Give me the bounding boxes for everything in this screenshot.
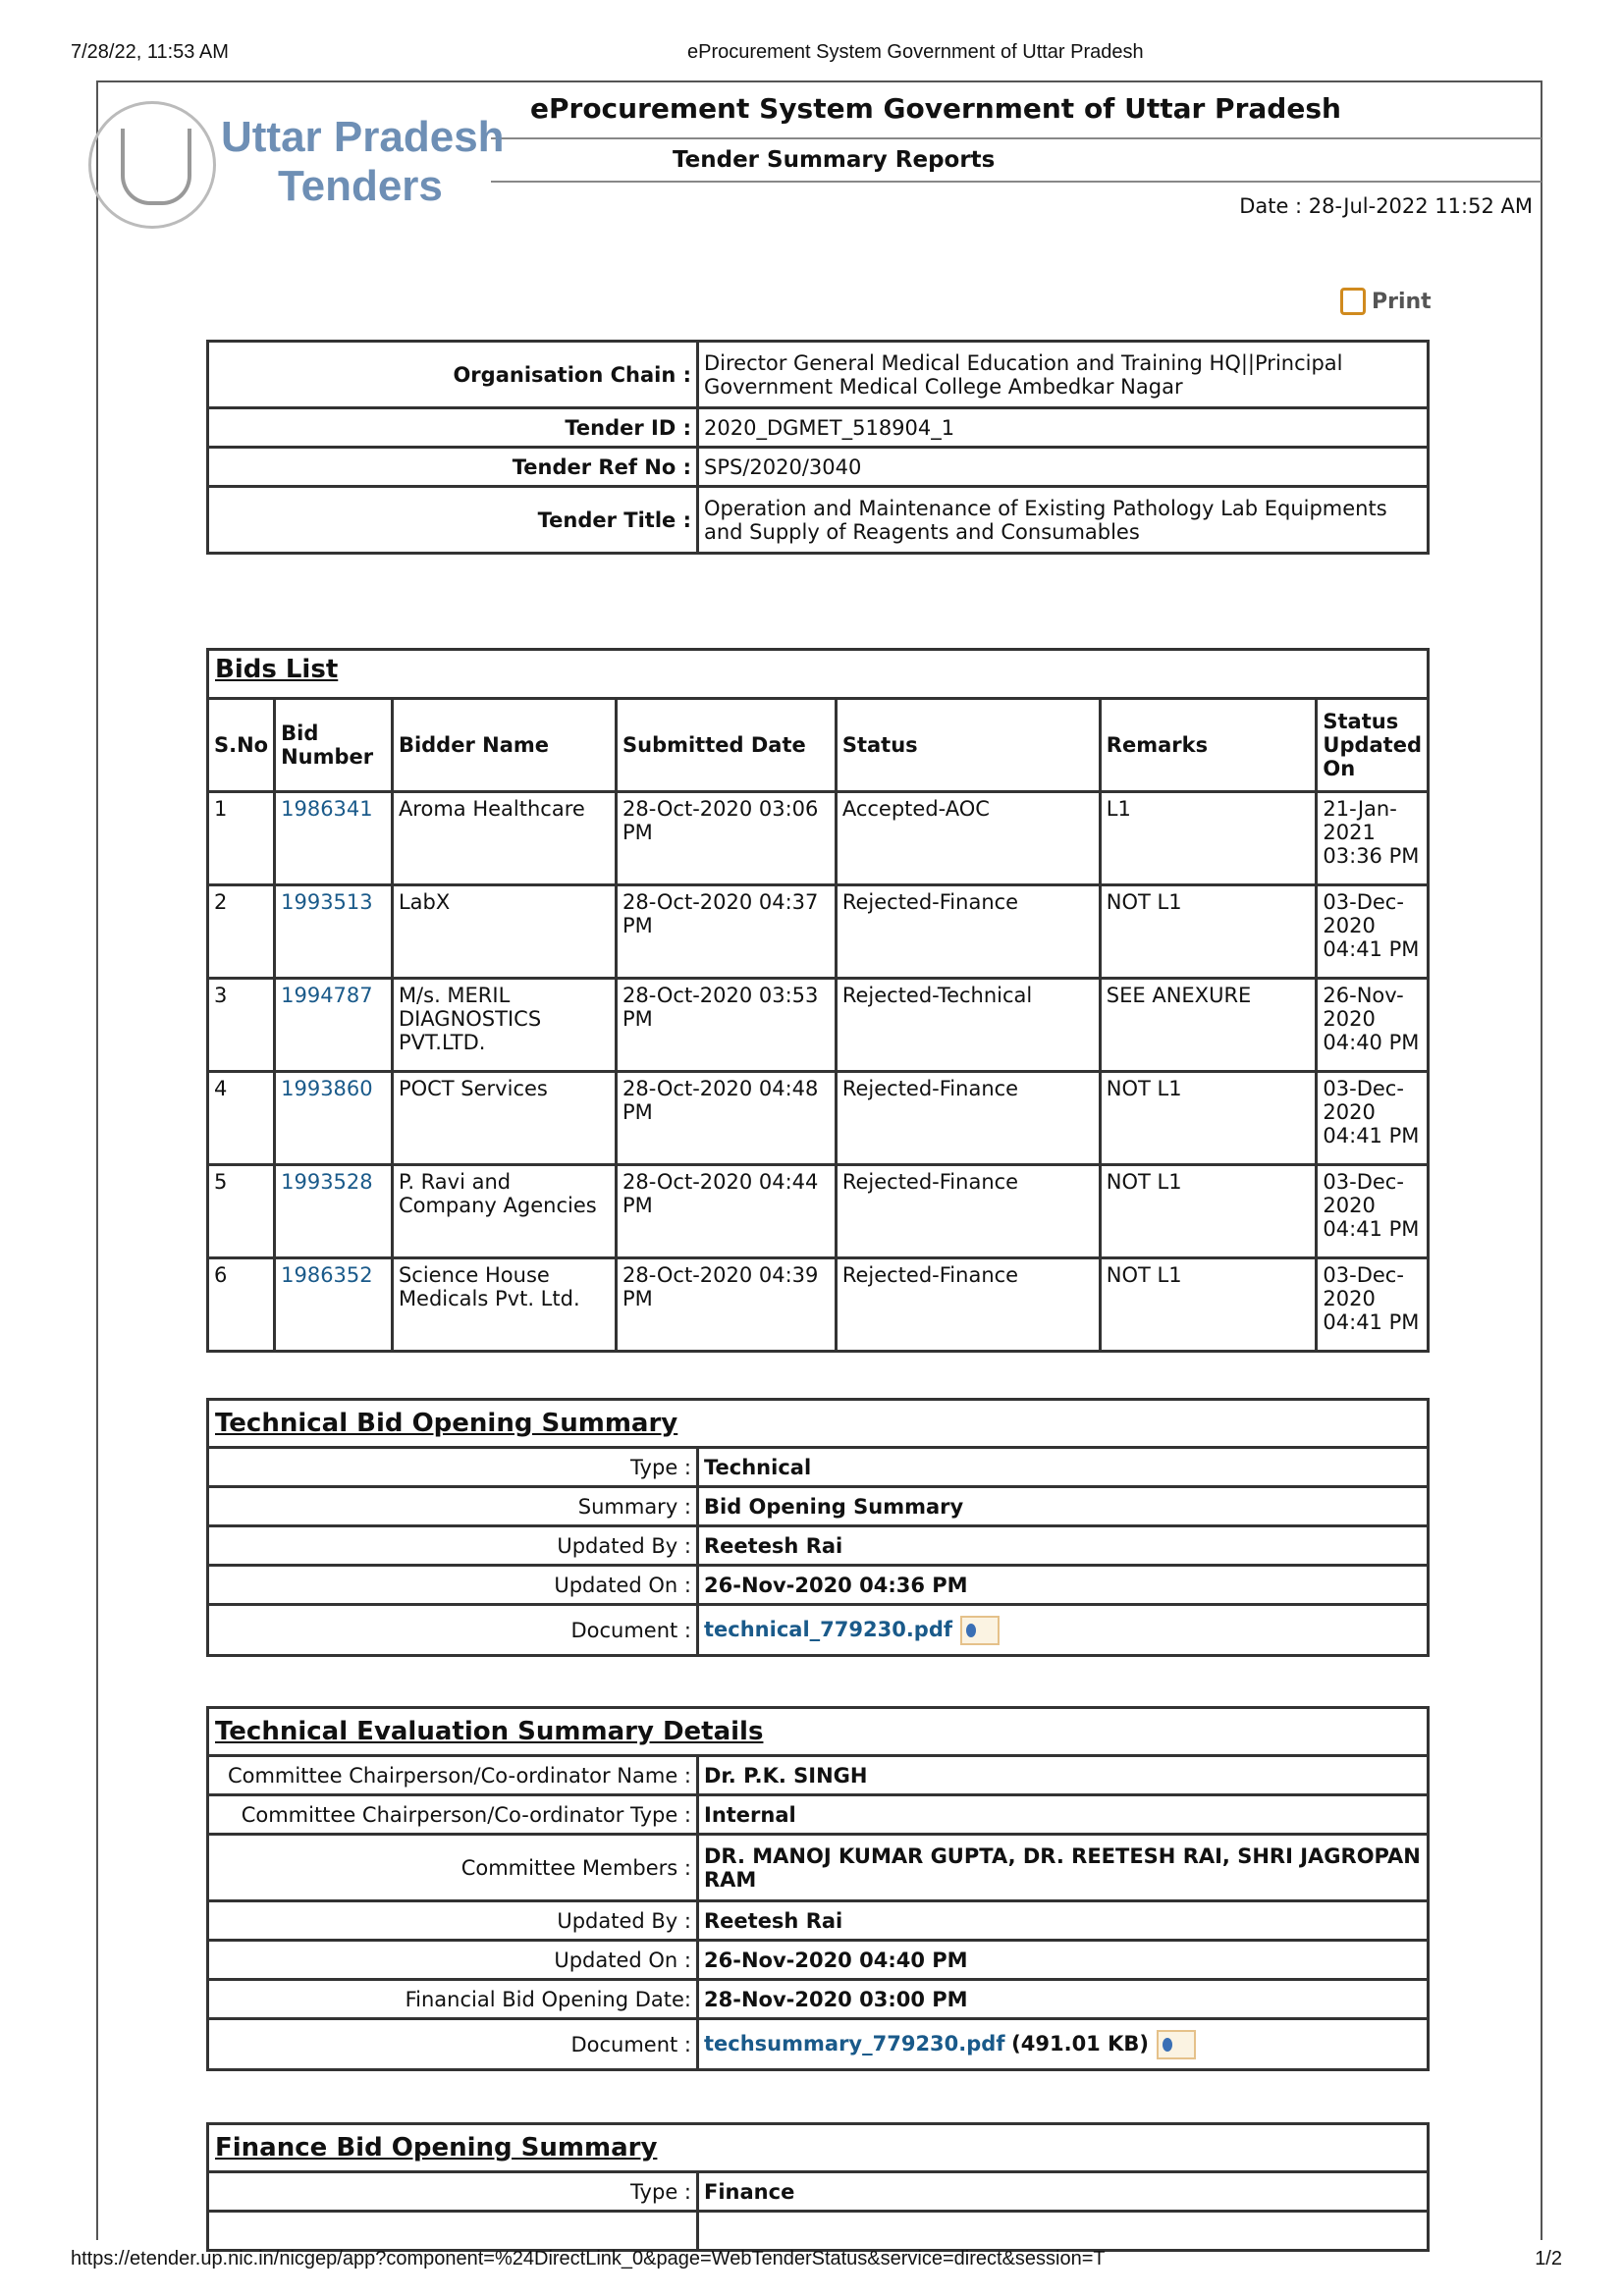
value: Reetesh Rai (698, 1526, 1429, 1566)
bid-number-link[interactable]: 1993528 (281, 1170, 373, 1194)
tender-ref-no: SPS/2020/3040 (698, 448, 1429, 487)
divider (491, 181, 1542, 183)
cell-4: Accepted-AOC (836, 792, 1100, 885)
label: Updated By : (208, 1901, 698, 1941)
column-header: Status (836, 699, 1100, 792)
column-header: S.No (208, 699, 275, 792)
cell-0: 4 (208, 1072, 275, 1165)
label: Tender ID : (208, 408, 698, 448)
logo-text: Uttar Pradesh Tenders (221, 113, 505, 210)
value: 26-Nov-2020 04:36 PM (698, 1566, 1429, 1605)
label: Updated By : (208, 1526, 698, 1566)
label: Tender Ref No : (208, 448, 698, 487)
table-row (208, 1072, 1429, 1165)
cell-1 (275, 979, 393, 1072)
up-emblem-logo (88, 101, 216, 229)
cell-2: POCT Services (392, 1072, 616, 1165)
bids-list-table (206, 648, 1430, 1353)
printer-icon (1340, 288, 1366, 315)
print-url: https://etender.up.nic.in/nicgep/app?component=%24DirectLink_0&page=WebTenderStatus&service=direct&session=T (71, 2248, 1106, 2269)
value: Internal (698, 1795, 1429, 1835)
table-row (208, 1165, 1429, 1258)
cell-5: SEE ANEXURE (1100, 979, 1317, 1072)
cell-3: 28-Oct-2020 04:39 PM (617, 1258, 837, 1352)
cell-5: NOT L1 (1100, 1165, 1317, 1258)
label: Type : (208, 2172, 698, 2212)
label: Committee Chairperson/Co-ordinator Type : (208, 1795, 698, 1835)
value: DR. MANOJ KUMAR GUPTA, DR. REETESH RAI, SHRI JAGROPAN RAM (698, 1835, 1429, 1901)
table-row (208, 885, 1429, 979)
divider (491, 137, 1542, 139)
bid-number-link[interactable]: 1986341 (281, 797, 373, 821)
table-row (208, 1258, 1429, 1352)
cell-0: 5 (208, 1165, 275, 1258)
cell-4: Rejected-Finance (836, 1072, 1100, 1165)
print-page-count: 1/2 (1535, 2248, 1562, 2269)
cell-4: Rejected-Finance (836, 1258, 1100, 1352)
cell-5: NOT L1 (1100, 1258, 1317, 1352)
label: Document : (208, 2019, 698, 2070)
organisation-chain: Director General Medical Education and Training HQ||Principal Government Medical College Ambedkar Nagar (698, 342, 1429, 408)
label: Committee Chairperson/Co-ordinator Name : (208, 1756, 698, 1795)
cell-0: 3 (208, 979, 275, 1072)
cell-2: LabX (392, 885, 616, 979)
value: Technical (698, 1448, 1429, 1487)
cell-1 (275, 1072, 393, 1165)
cell-5: NOT L1 (1100, 885, 1317, 979)
cell-2: M/s. MERIL DIAGNOSTICS PVT.LTD. (392, 979, 616, 1072)
tender-title: Operation and Maintenance of Existing Pathology Lab Equipments and Supply of Reagents and Consumables (698, 487, 1429, 554)
cell-2: Science House Medicals Pvt. Ltd. (392, 1258, 616, 1352)
label: Financial Bid Opening Date: (208, 1980, 698, 2019)
value: 26-Nov-2020 04:40 PM (698, 1941, 1429, 1980)
cell-3: 28-Oct-2020 04:37 PM (617, 885, 837, 979)
table-row (208, 792, 1429, 885)
document-size: (491.01 KB) (1011, 2031, 1149, 2056)
label: Organisation Chain : (208, 342, 698, 408)
cell-3: 28-Oct-2020 03:53 PM (617, 979, 837, 1072)
document-link[interactable]: technical_779230.pdf (704, 1617, 952, 1641)
certificate-icon[interactable] (960, 1616, 1000, 1645)
technical-bid-opening-table (206, 1398, 1430, 1657)
cell-4: Rejected-Finance (836, 1165, 1100, 1258)
cell-3: 28-Oct-2020 03:06 PM (617, 792, 837, 885)
cell-3: 28-Oct-2020 04:44 PM (617, 1165, 837, 1258)
cell-1 (275, 1258, 393, 1352)
column-header: Submitted Date (617, 699, 837, 792)
cell-2: P. Ravi and Company Agencies (392, 1165, 616, 1258)
label: Document : (208, 1605, 698, 1656)
cell-2: Aroma Healthcare (392, 792, 616, 885)
value: Bid Opening Summary (698, 1487, 1429, 1526)
cell-6: 26-Nov-2020 04:40 PM (1317, 979, 1429, 1072)
cell-6: 03-Dec-2020 04:41 PM (1317, 1165, 1429, 1258)
bid-number-link[interactable]: 1986352 (281, 1263, 373, 1287)
site-title: eProcurement System Government of Uttar Pradesh (530, 92, 1341, 125)
label: Type : (208, 1448, 698, 1487)
cell-6: 03-Dec-2020 04:41 PM (1317, 885, 1429, 979)
print-page-title: eProcurement System Government of Uttar Pradesh (687, 41, 1144, 63)
table-row (208, 979, 1429, 1072)
label: Updated On : (208, 1941, 698, 1980)
empty-cell (208, 2212, 698, 2251)
cell-1 (275, 792, 393, 885)
cell-0: 1 (208, 792, 275, 885)
section-title: Technical Evaluation Summary Details (208, 1708, 1429, 1756)
cell-1 (275, 885, 393, 979)
cell-5: NOT L1 (1100, 1072, 1317, 1165)
report-date: Date : 28-Jul-2022 11:52 AM (1239, 194, 1533, 218)
cell-6: 21-Jan-2021 03:36 PM (1317, 792, 1429, 885)
cell-6: 03-Dec-2020 04:41 PM (1317, 1072, 1429, 1165)
cell-3: 28-Oct-2020 04:48 PM (617, 1072, 837, 1165)
label: Tender Title : (208, 487, 698, 554)
cell-0: 2 (208, 885, 275, 979)
section-title: Finance Bid Opening Summary (208, 2124, 1429, 2172)
label: Updated On : (208, 1566, 698, 1605)
column-header: Bidder Name (392, 699, 616, 792)
cell-6: 03-Dec-2020 04:41 PM (1317, 1258, 1429, 1352)
cell-4: Rejected-Technical (836, 979, 1100, 1072)
bid-number-link[interactable]: 1993513 (281, 890, 373, 914)
cell-1 (275, 1165, 393, 1258)
cell-4: Rejected-Finance (836, 885, 1100, 979)
tender-id: 2020_DGMET_518904_1 (698, 408, 1429, 448)
column-header: Bid Number (275, 699, 393, 792)
print-label: Print (1372, 289, 1432, 314)
finance-bid-opening-table (206, 2122, 1430, 2252)
value: 28-Nov-2020 03:00 PM (698, 1980, 1429, 2019)
bid-number-link[interactable]: 1994787 (281, 984, 373, 1007)
certificate-icon[interactable] (1157, 2030, 1196, 2059)
label: Summary : (208, 1487, 698, 1526)
bid-number-link[interactable]: 1993860 (281, 1077, 373, 1100)
technical-evaluation-table (206, 1706, 1430, 2071)
page-title: Tender Summary Reports (673, 147, 996, 173)
value: Dr. P.K. SINGH (698, 1756, 1429, 1795)
document-link[interactable]: techsummary_779230.pdf (704, 2031, 1005, 2056)
cell-5: L1 (1100, 792, 1317, 885)
value: Reetesh Rai (698, 1901, 1429, 1941)
print-button[interactable] (1340, 288, 1432, 315)
column-header: Status Updated On (1317, 699, 1429, 792)
print-timestamp: 7/28/22, 11:53 AM (71, 41, 229, 63)
section-title: Technical Bid Opening Summary (208, 1400, 1429, 1448)
cell-0: 6 (208, 1258, 275, 1352)
label: Committee Members : (208, 1835, 698, 1901)
column-header: Remarks (1100, 699, 1317, 792)
tender-info-table (206, 340, 1430, 555)
value: Finance (698, 2172, 1429, 2212)
empty-cell (698, 2212, 1429, 2251)
section-title: Bids List (208, 650, 1429, 699)
